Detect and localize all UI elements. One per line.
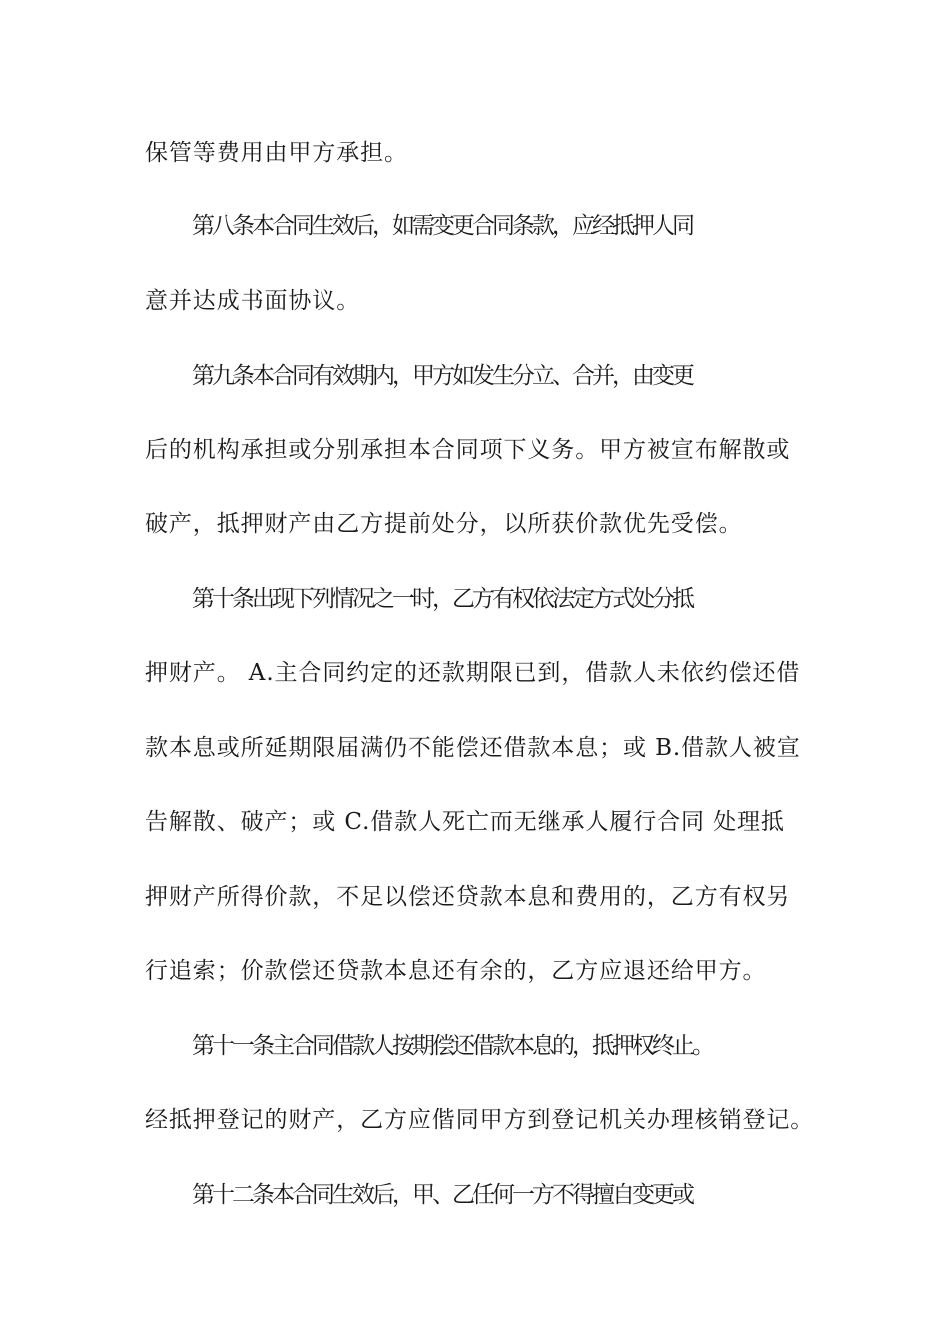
text-line: 押财产所得价款，不足以偿还贷款本息和费用的，乙方有权另 bbox=[145, 884, 791, 910]
text-line: 押财产。 A.主合同约定的还款期限已到，借款人未依约偿还借 bbox=[145, 660, 801, 686]
text-line: 破产，抵押财产由乙方提前处分，以所获价款优先受偿。 bbox=[145, 511, 743, 537]
article-10-line: 第十条出现下列情况之一时，乙方有权依法定方式处分抵 bbox=[192, 586, 692, 612]
text-line: 保管等费用由甲方承担。 bbox=[145, 140, 408, 166]
article-9-line: 第九条本合同有效期内，甲方如发生分立、合并，由变更 bbox=[192, 363, 692, 389]
article-11-line: 第十一条主合同借款人按期偿还借款本息的，抵押权终止。 bbox=[192, 1033, 712, 1059]
text-line: 告解散、破产；或 C.借款人死亡而无继承人履行合同 处理抵 bbox=[145, 809, 785, 835]
text-line: 经抵押登记的财产，乙方应偕同甲方到登记机关办理核销登记。 bbox=[145, 1107, 815, 1133]
text-line: 行追索；价款偿还贷款本息还有余的，乙方应退还给甲方。 bbox=[145, 958, 767, 984]
article-12-line: 第十二条本合同生效后，甲、乙任何一方不得擅自变更或 bbox=[192, 1182, 692, 1208]
text-line: 后的机构承担或分别承担本合同项下义务。甲方被宣布解散或 bbox=[145, 437, 791, 463]
article-8-line: 第八条本合同生效后，如需变更合同条款，应经抵押人同 bbox=[192, 213, 692, 239]
text-line: 款本息或所延期限届满仍不能偿还借款本息；或 B.借款人被宣 bbox=[145, 735, 801, 761]
text-line: 意并达成书面协议。 bbox=[145, 288, 361, 314]
